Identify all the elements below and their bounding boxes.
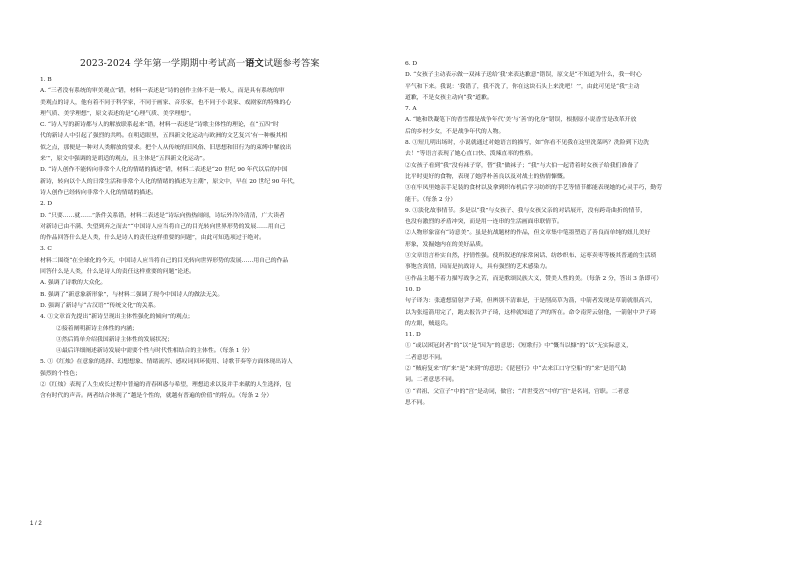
answer-line: ②人物形象富有“诗意美”。虽是抗战题材的作品，但文章集中笔墨塑造了善良而单纯的妞儿美好 [405,230,651,237]
answer-line: C. “诗人写的新诗都与人的解放联系起来”错，材料一表述是“诗歌主体性的理论，在“五四”时 [40,122,279,129]
answer-line: 的作品回答什么是人类，什么是诗人的责任这样重要的问题”，由此可知选项过于绝对。 [40,235,265,242]
answer-line: 似之点，那便是一种对人类解放的要求。把个人从传统的旧风俗、旧思想和旧行为的束缚中解放出 [40,144,292,151]
title-suffix: 试题参考答案 [263,58,320,69]
answer-line: 对新诗已由不满、失望到弃之而去”“中国诗人应当将自己的目光转向世界形势的发展……用自己 [40,223,286,230]
answer-line: ③然后简单介绍我国新诗主体性的发展状况； [56,336,173,343]
answer-line: 美观点的诗人，他有着不同于科学家，不同于画家、音乐家，也不同于小说家、戏剧家的特殊的心 [40,99,292,106]
answer-line: 代的新诗人中引起了强烈的共鸣。在明适眼里，五四新文化运动与欧洲的文艺复兴‘有一种极其相 [40,133,288,140]
answer-line: 句子译为：张遗想留射尹子琦，但辨别不清谁是，于是削高草为箭，中箭者发现是草箭就很高兴， [405,298,657,305]
answer-line: 6. D [405,61,418,67]
answer-line: 来’”，原文中强调的是胡适的观点，且主体是“五四新文化运动”。 [40,156,209,163]
answer-line: A. “她和铁凝笔下的香雪都是战争年代‘美’与‘善’的化身”错误，根据原小说香雪是改革开放 [405,117,637,124]
answer-line: 3. C [40,246,52,253]
title-prefix: 2023-2024 学年第一学期期中考试高一 [80,58,246,69]
answer-line: A. “三者没有系统的审美观点”错，材料一表述是“诗的创作主体不是一般人，而是具有系统的审 [40,88,285,95]
answer-line: 5. ①《红烛》在意象的选择、幻想想象、情绪流泻、感叹词回环使用、诗歌节奏等方面体现出诗人 [40,359,293,366]
answer-line: ④最后详细阐述新诗发展中需要个性与时代性相结合的主体性。（每条 1 分） [56,348,254,355]
answer-line: ②《红烛》表现了人生成长过程中普遍的青春困惑与希望，理想追求以及并手来献的人生选择，包 [40,382,292,389]
answer-line: 10. D [405,286,421,293]
answer-line: 回答什么是人类，什么是诗人的责任这样重要的问题”论述。 [40,269,195,276]
answer-line: 比平时更好的食物，表现了她浮朴善良以及对战士的热情慷慨。 [405,173,569,180]
answer-line: 材料二围绕“在全球化的今天，中国诗人应当将自己的目光转向世界形势的发展……用自己的作品 [40,257,289,264]
right-column [405,59,767,409]
answer-line: 新诗，转向以个人的日常生活和非常个人化的情绪的描述为主潮”，原文中，早在 20 世纪 90 年代， [40,178,299,185]
answer-line: ②接着阐明新诗主体性的内涵； [56,325,138,332]
answer-line: 能干。（每条 2 分） [405,196,457,203]
answer-line: 的左眼，贼退兵。 [405,320,452,327]
answer-line: 后的乡村少女，不是战争年代的人物。 [405,128,505,135]
answer-line: D. “诗人创作不能转向非常个人化的情绪的描述”错，材料二表述是“20 世纪 90 年代以后的中国 [40,167,288,174]
answer-line: 理气质、美学理想”，原文表述的是“心理气质、美学理想”。 [40,110,195,117]
answer-line: 强烈的个性色； [40,370,81,377]
answer-line: B. 强调了“新意象新形象”，与材料二强调了现今中国诗人的做法无关。 [40,291,224,298]
answer-line: 平气和下来。我说：‘我错了，我不洗了，你在这块石头上来洗吧！’”，由此可见是“我”主动 [405,83,640,90]
answer-line: D. 强调了新诗与“古汉语”“传统文化”的关系。 [40,302,160,309]
answer-line: 也没有激烈的矛盾冲突，而是用一连串的生活画面串联情节。 [405,219,563,226]
answer-line: 8. ①短几明出场时，小说就通过对她语言的描写，如“你看不见我在这里洗菜吗？洗险到下边洗 [405,140,649,147]
answer-line: 事饱含真情，因而是抗战诗人，具有强烈的艺术感染力。 [405,264,552,271]
answer-line: 4. ①文章首先提出“新诗呈现出主体性强化的倾向”的观点； [40,314,194,321]
answer-line: ③文章语言朴实自然，抒情性强。使所叙述的家常闲话、纺纱织布、运枣卖枣等极其普通的生活琐 [405,253,657,260]
answer-line: 2. D [40,201,53,208]
answer-line: 含有时代的声音。两者结合体现了“越是个性的，就越有普遍的价值”的特点。（每条 2 分） [40,393,273,400]
answer-line: 道歉，不是女孩主动向“我”道歉。 [405,94,493,101]
answer-line: 9. ①淡化故事情节。多是以“我”与女孩子、我与女孩父亲的对话展开，没有跨奇曲折的情节， [405,207,647,214]
answer-line: ②女孩子看到“我”没有袜子穿，替“我”做袜子；“我”与大伯一起背着时女孩子给我们准备了 [405,162,639,169]
answer-line: 诗人创作已经转向非常个人化的情绪的描述。 [40,189,157,196]
answer-line: 7. A [405,106,417,113]
answer-line: D. “女孩子主动表示做一双袜子送给‘我’来表达歉意”错误，原文是“不知道为什么，我一时心 [405,72,642,79]
answer-line: ② “贼府复来”的“来”是“来到”的意思；《琵琶行》中“去来江口守空船”的“来”是语气助 [405,366,627,373]
answer-line: D. “只要……就……”条件关系错，材料二表述是“诗坛向热热闹闹，诗坛外冷冷清清，广大读者 [40,212,285,219]
answer-line: 以为张巡箭用完了，跑去报告尹子琦，这样就知道了尹的所在。命令南霁云射他，一箭射中尹子琦 [405,309,657,316]
answer-line: 二者意思不同。 [405,354,446,361]
answer-line: 形象，发掘她内在的美好品质。 [405,241,487,248]
left-column [40,55,392,403]
answer-line: 11. D [405,332,421,339]
answer-line: ③在牢凤里她亲手足装的食材以及拿到织布机后学习纺织的手艺等情节都能表现她的心灵手巧，勤劳 [405,185,662,192]
answer-line: 1. B [40,77,52,83]
answer-line: A. 强调了诗歌的大众化。 [40,280,107,287]
answer-line: 去！”等语言表现了她心直口快、泼辣直率的性格。 [405,151,537,158]
answer-line: ④作品主题不着力描写战争之苦，而是歌颂民族大义，赞美人性的美。（每条 2 分，答出 3 条即可） [405,275,663,282]
answer-line: ③ “君祖、父宣子”中的“宫”是动词，做官；“君世受宫”中的“宫”是名词，官职。二者意 [405,388,630,395]
answer-line: 思不同。 [405,399,429,406]
page-number: 1 / 2 [30,521,42,527]
title-subject: 语文 [245,58,264,69]
answer-line: ① “或以困冠封者”的“以”是“因为”的意思；《短歌行》中“慨当以慷”的“以”无实际意义， [405,343,633,350]
answer-line: 词。二者意思不同。 [405,377,458,384]
